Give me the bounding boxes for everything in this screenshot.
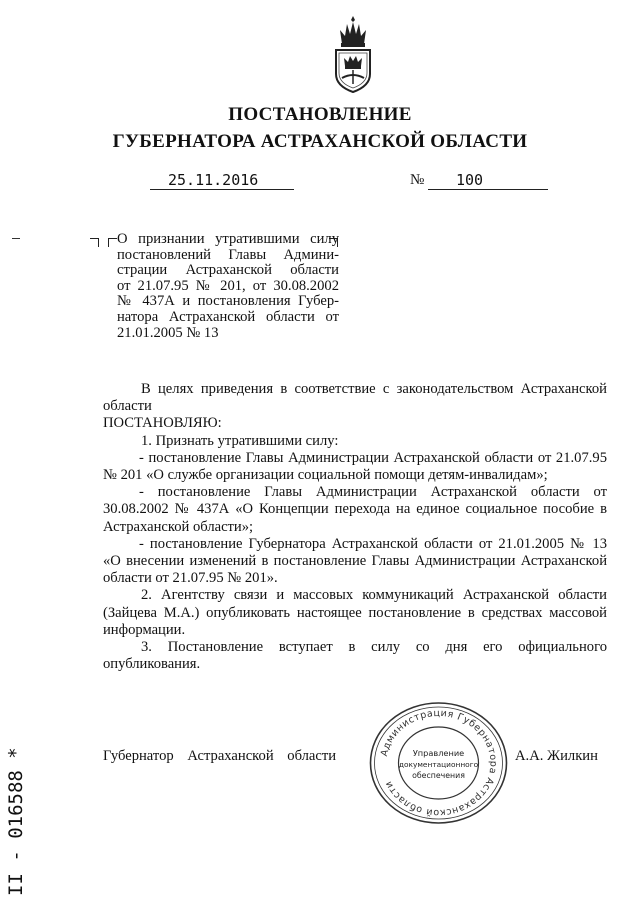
item-2-paragraph: 2. Агентству связи и массовых коммуникаций Астраханской области (Зайцева М.А.) опубликовать настоящее постановление в средствах массовой информации. [103,587,607,638]
item-3-paragraph: 3. Постановление вступает в силу со дня его официального опубликования. [103,639,607,673]
document-subject [117,232,339,341]
document-date: 25.11.2016 [150,171,294,190]
serial-number-text: II - 016588 * [5,747,27,896]
document-number: 100 [428,171,548,190]
subject-bracket-left [90,238,99,247]
margin-mark [12,238,20,239]
number-sign: № [410,172,425,188]
subject-line: 21.01.2005 № 13 [117,324,219,341]
stamp-center-line: обеспечения [412,771,465,780]
subject-line: постановлений Главы Админи- [117,246,339,263]
decree-word: ПОСТАНОВЛЯЮ: [103,415,222,432]
document-title: ПОСТАНОВЛЕНИЕ [228,104,412,125]
item-1-b: - постановление Главы Администрации Астраханской области от 30.08.2002 № 437А «О Концепции перехода на единое социальное пособие в Астраханской области»; [103,484,607,535]
signatory-position: Губернатор Астраханской области [103,748,337,764]
subject-line: № 437А и постановления Губер- [117,293,339,310]
subject-line: О признании утратившими силу [117,231,339,247]
subject-line: от 21.07.95 № 201, от 30.08.2002 [117,277,339,294]
stamp-center-line: Управление [412,748,465,758]
official-stamp [368,701,509,825]
item-1-intro: 1. Признать утратившими силу: [141,432,339,449]
subject-bracket-left-inner [108,238,117,247]
serial-number [0,738,40,898]
preamble-paragraph: В целях приведения в соответствие с законодательством Астраханской области [103,381,607,415]
item-1-c: - постановление Губернатора Астраханской области от 21.01.2005 № 13 «О внесении изменений в постановление Главы Администрации Астраханской области от 21.07.95 № 201». [103,535,607,587]
document-body [103,381,607,673]
document-issuer: ГУБЕРНАТОРА АСТРАХАНСКОЙ ОБЛАСТИ [112,131,528,152]
coat-of-arms-emblem [330,14,376,94]
subject-line: страции Астраханской области [117,262,339,279]
stamp-center-line: документационного [398,760,479,769]
signatory-name: А.А. Жилкин [515,748,598,764]
subject-line: натора Астраханской области от [117,308,339,325]
item-1-a: - постановление Главы Администрации Астраханской области от 21.07.95 № 201 «О службе организации социальной помощи детям-инвалидам»; [103,449,607,484]
stamp-ring-text: Администрация Губернатора Астраханской области [379,707,499,819]
